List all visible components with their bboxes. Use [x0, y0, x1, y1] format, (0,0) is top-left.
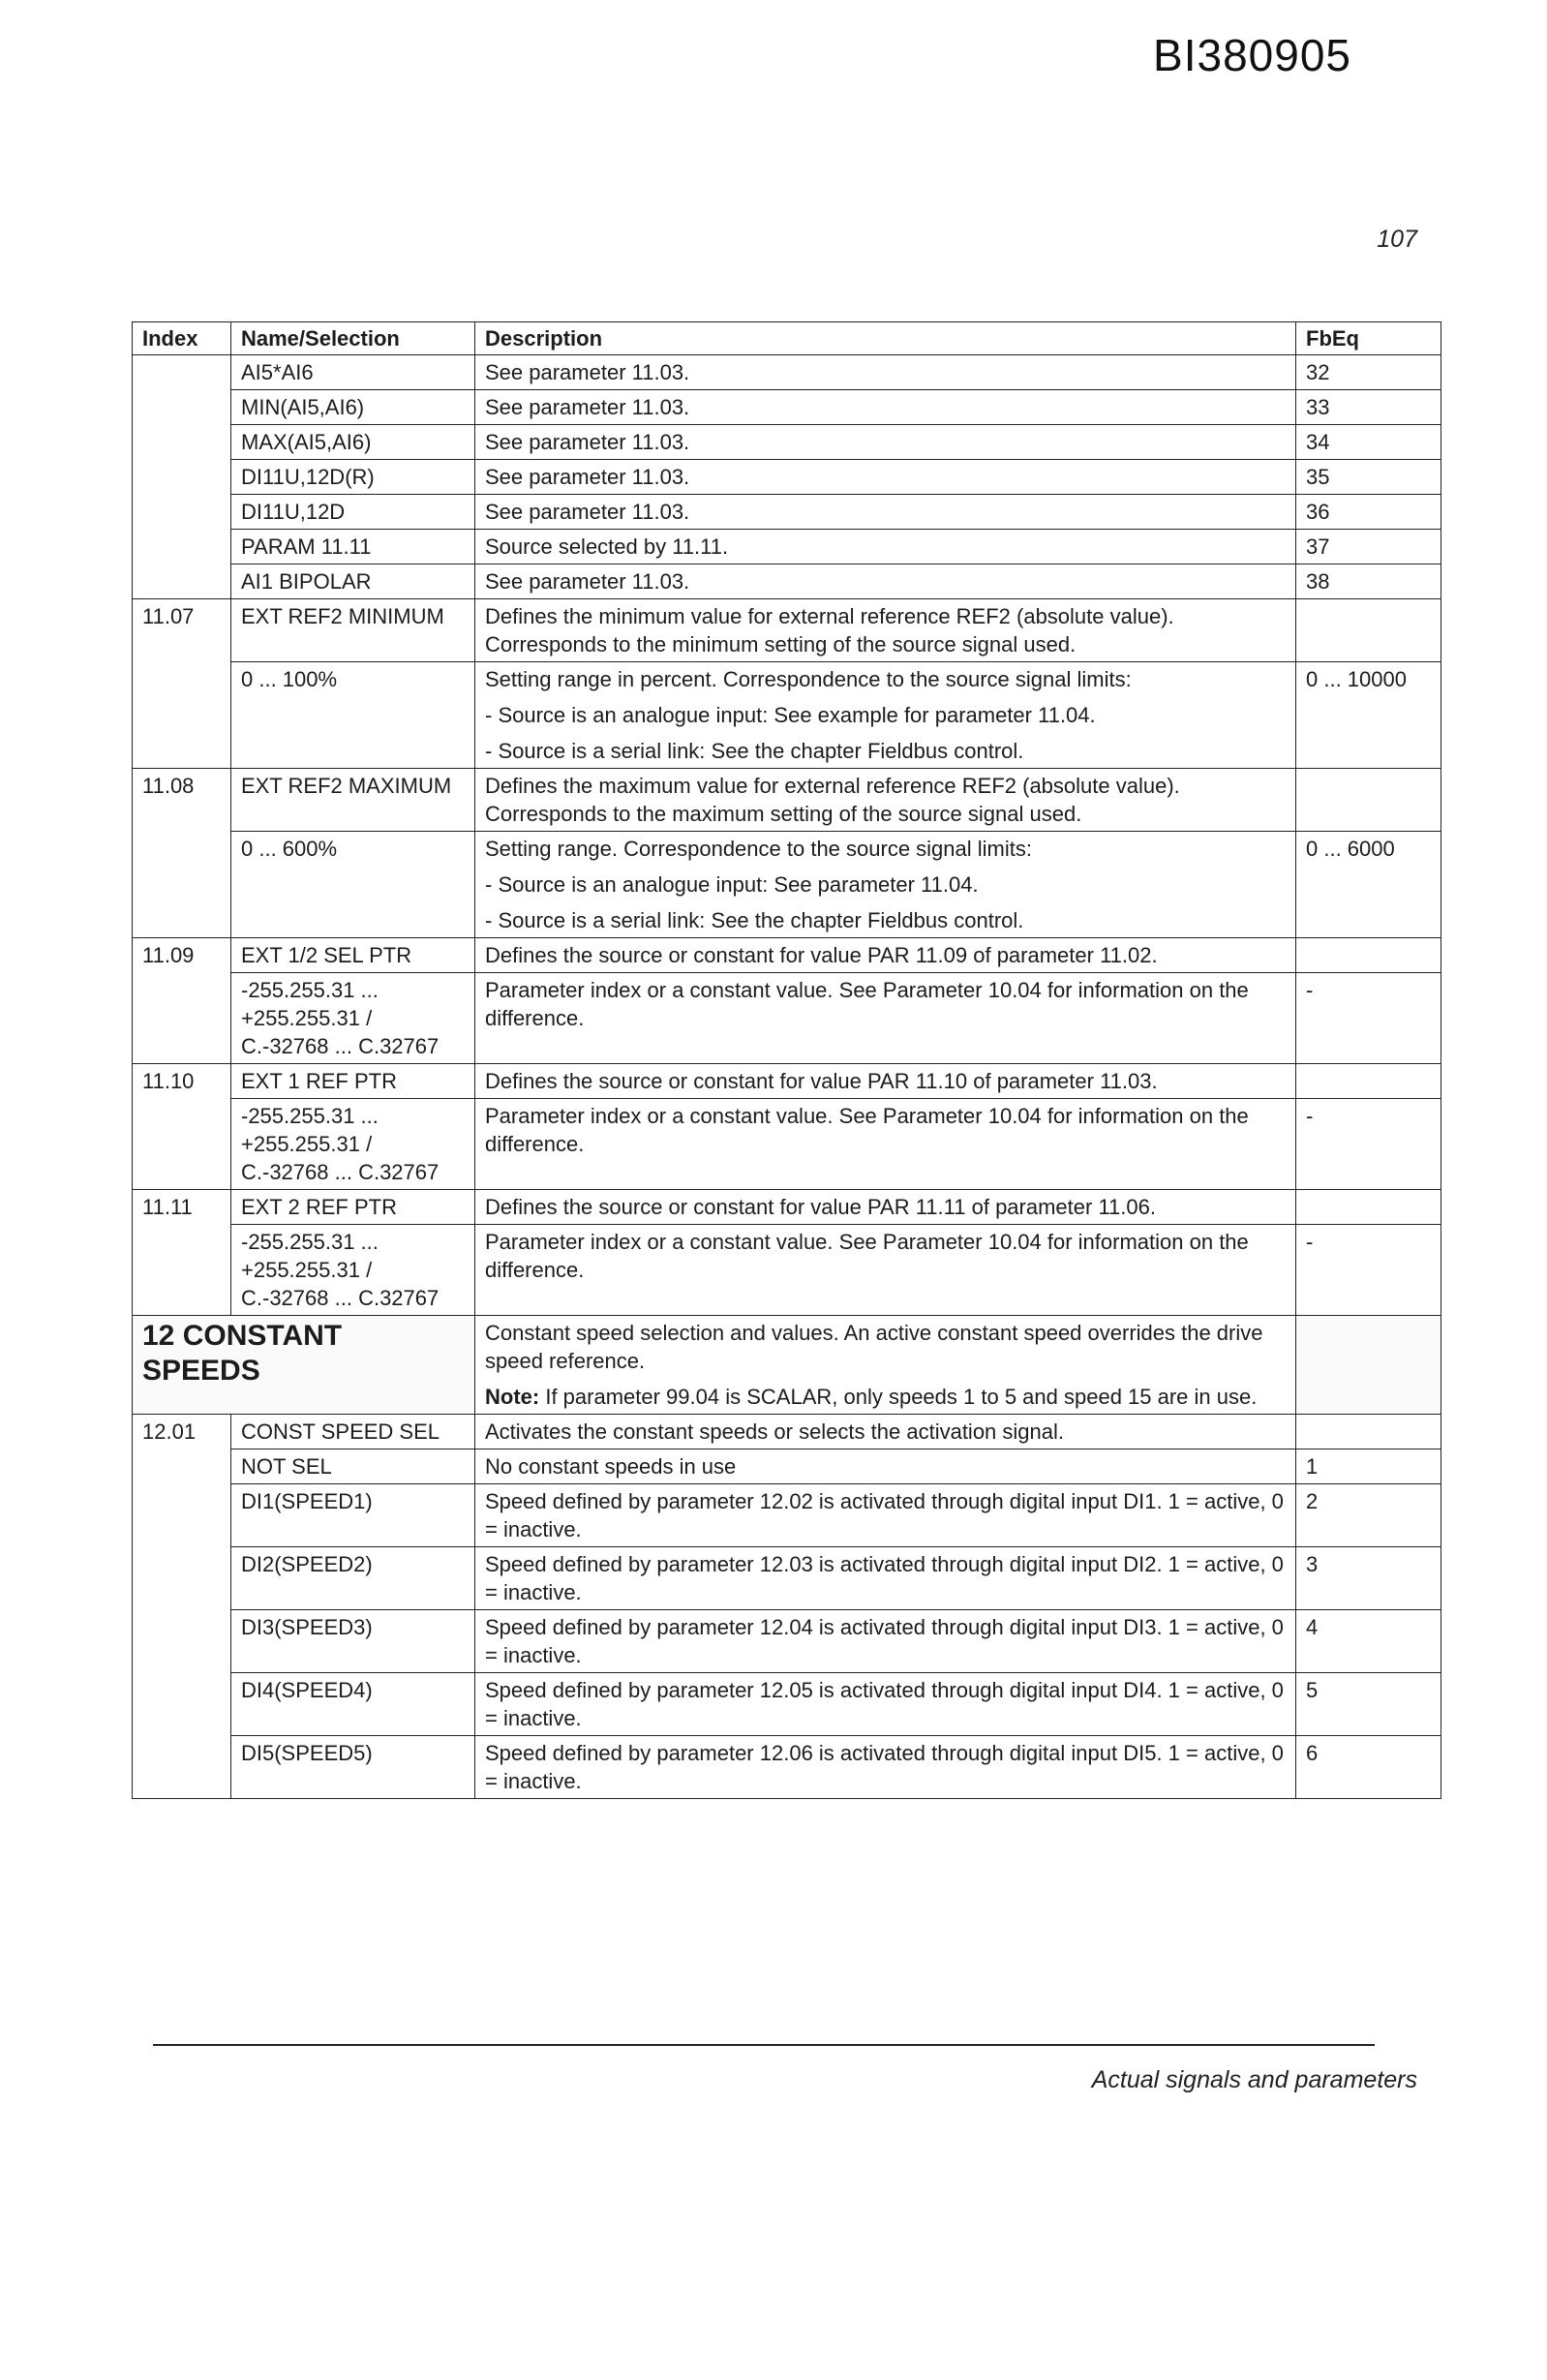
description-line: Activates the constant speeds or selects the activation signal.	[485, 1419, 1064, 1444]
index-cell	[133, 973, 231, 1064]
section-header-row	[133, 1316, 1441, 1415]
description-line: Speed defined by parameter 12.03 is activated through digital input DI2. 1 = active, 0 = inactive.	[485, 1552, 1284, 1604]
description-cell	[475, 769, 1296, 832]
name-cell: MIN(AI5,AI6)	[231, 390, 475, 425]
index-cell	[133, 530, 231, 564]
description-line: Parameter index or a constant value. See Parameter 10.04 for information on the difference.	[485, 1104, 1249, 1156]
description-line: Setting range. Correspondence to the source signal limits:	[485, 837, 1032, 861]
table-row	[133, 564, 1441, 599]
name-cell: -255.255.31 ... +255.255.31 / C.-32768 ... C.32767	[231, 1099, 475, 1190]
index-cell	[133, 425, 231, 460]
description-cell	[475, 1190, 1296, 1225]
table-row	[133, 1673, 1441, 1736]
index-cell	[133, 460, 231, 495]
name-cell: EXT REF2 MAXIMUM	[231, 769, 475, 832]
description-cell	[475, 530, 1296, 564]
table-row	[133, 769, 1441, 832]
description-cell	[475, 973, 1296, 1064]
name-cell: EXT 1/2 SEL PTR	[231, 938, 475, 973]
note-label: Note:	[485, 1385, 540, 1409]
description-cell	[475, 1415, 1296, 1449]
table-row	[133, 1547, 1441, 1610]
name-cell: DI2(SPEED2)	[231, 1547, 475, 1610]
description-cell	[475, 355, 1296, 390]
fbeq-cell: 35	[1296, 460, 1441, 495]
table-row	[133, 390, 1441, 425]
fbeq-cell: 6	[1296, 1736, 1441, 1799]
description-cell	[475, 460, 1296, 495]
fbeq-cell: 32	[1296, 355, 1441, 390]
name-cell: CONST SPEED SEL	[231, 1415, 475, 1449]
name-cell: MAX(AI5,AI6)	[231, 425, 475, 460]
index-cell: 11.09	[133, 938, 231, 973]
description-line: Speed defined by parameter 12.04 is activated through digital input DI3. 1 = active, 0 = inactive.	[485, 1615, 1284, 1667]
description-line: - Source is a serial link: See the chapter Fieldbus control.	[485, 908, 1024, 932]
fbeq-cell	[1296, 599, 1441, 662]
section-title-cell	[133, 1316, 475, 1415]
fbeq-cell: -	[1296, 973, 1441, 1064]
section-description: Constant speed selection and values. An active constant speed overrides the drive speed reference.	[485, 1321, 1263, 1373]
index-cell: 11.10	[133, 1064, 231, 1099]
description-cell	[475, 599, 1296, 662]
index-cell: 11.07	[133, 599, 231, 662]
description-line: Speed defined by parameter 12.05 is activated through digital input DI4. 1 = active, 0 = inactive.	[485, 1678, 1284, 1730]
description-cell	[475, 1099, 1296, 1190]
name-cell: 0 ... 600%	[231, 832, 475, 938]
index-cell	[133, 1449, 231, 1484]
index-cell	[133, 1673, 231, 1736]
description-cell	[475, 1225, 1296, 1316]
column-header-name: Name/Selection	[231, 322, 475, 355]
description-line: See parameter 11.03.	[485, 395, 690, 419]
page-number: 107	[1377, 226, 1417, 253]
description-line: Speed defined by parameter 12.06 is activated through digital input DI5. 1 = active, 0 = inactive.	[485, 1741, 1284, 1793]
description-line: Defines the minimum value for external reference REF2 (absolute value). Corresponds to the minimum setting of the source signal used.	[485, 604, 1174, 656]
fbeq-cell: 34	[1296, 425, 1441, 460]
name-cell: DI5(SPEED5)	[231, 1736, 475, 1799]
description-cell	[475, 1673, 1296, 1736]
fbeq-cell: 33	[1296, 390, 1441, 425]
table-row	[133, 355, 1441, 390]
description-cell	[475, 1064, 1296, 1099]
table-row	[133, 938, 1441, 973]
description-cell	[475, 938, 1296, 973]
table-row	[133, 1736, 1441, 1799]
description-cell	[475, 425, 1296, 460]
table-row	[133, 1099, 1441, 1190]
index-cell	[133, 832, 231, 938]
section-note	[485, 1383, 1286, 1411]
name-cell: NOT SEL	[231, 1449, 475, 1484]
fbeq-cell: 36	[1296, 495, 1441, 530]
table-row	[133, 1610, 1441, 1673]
name-cell: EXT 2 REF PTR	[231, 1190, 475, 1225]
name-cell: PARAM 11.11	[231, 530, 475, 564]
description-cell	[475, 832, 1296, 938]
description-line: Defines the maximum value for external reference REF2 (absolute value). Corresponds to the maximum setting of the source signal used.	[485, 774, 1180, 826]
description-line: Speed defined by parameter 12.02 is activated through digital input DI1. 1 = active, 0 = inactive.	[485, 1489, 1284, 1541]
table-row	[133, 530, 1441, 564]
name-cell: EXT 1 REF PTR	[231, 1064, 475, 1099]
table-body-group-12	[133, 1415, 1441, 1799]
description-line: See parameter 11.03.	[485, 430, 690, 454]
fbeq-cell: 3	[1296, 1547, 1441, 1610]
fbeq-cell: 0 ... 6000	[1296, 832, 1441, 938]
description-cell	[475, 1736, 1296, 1799]
fbeq-cell: 5	[1296, 1673, 1441, 1736]
description-line: Defines the source or constant for value PAR 11.10 of parameter 11.03.	[485, 1069, 1158, 1093]
index-cell	[133, 564, 231, 599]
table-row	[133, 599, 1441, 662]
description-line: See parameter 11.03.	[485, 465, 690, 489]
name-cell: DI3(SPEED3)	[231, 1610, 475, 1673]
description-line: Defines the source or constant for value PAR 11.11 of parameter 11.06.	[485, 1195, 1156, 1219]
table-body-group-11	[133, 355, 1441, 1316]
name-cell: -255.255.31 ... +255.255.31 / C.-32768 ... C.32767	[231, 1225, 475, 1316]
description-line: Setting range in percent. Correspondence to the source signal limits:	[485, 667, 1132, 691]
table-row	[133, 662, 1441, 769]
description-line: - Source is an analogue input: See example for parameter 11.04.	[485, 703, 1096, 727]
table-row	[133, 460, 1441, 495]
fbeq-cell: 4	[1296, 1610, 1441, 1673]
fbeq-cell	[1296, 1415, 1441, 1449]
description-line: Defines the source or constant for value PAR 11.09 of parameter 11.02.	[485, 943, 1158, 967]
column-header-index: Index	[133, 322, 231, 355]
description-line: Parameter index or a constant value. See Parameter 10.04 for information on the difference.	[485, 1230, 1249, 1282]
index-cell	[133, 1610, 231, 1673]
column-header-description: Description	[475, 322, 1296, 355]
table-row	[133, 425, 1441, 460]
fbeq-cell: 38	[1296, 564, 1441, 599]
description-line: Parameter index or a constant value. See Parameter 10.04 for information on the difference.	[485, 978, 1249, 1030]
index-cell	[133, 495, 231, 530]
name-cell: 0 ... 100%	[231, 662, 475, 769]
description-line: See parameter 11.03.	[485, 569, 690, 594]
column-header-fbeq: FbEq	[1296, 322, 1441, 355]
index-cell	[133, 355, 231, 390]
description-line: No constant speeds in use	[485, 1454, 737, 1479]
table-row	[133, 973, 1441, 1064]
description-line: - Source is a serial link: See the chapter Fieldbus control.	[485, 739, 1024, 763]
description-cell	[475, 390, 1296, 425]
index-cell	[133, 390, 231, 425]
name-cell: AI1 BIPOLAR	[231, 564, 475, 599]
fbeq-cell	[1296, 1064, 1441, 1099]
index-cell	[133, 1736, 231, 1799]
footer-divider	[153, 2044, 1375, 2046]
index-cell	[133, 1099, 231, 1190]
index-cell	[133, 1547, 231, 1610]
section-fbeq-cell	[1296, 1316, 1441, 1415]
fbeq-cell: 37	[1296, 530, 1441, 564]
name-cell: AI5*AI6	[231, 355, 475, 390]
document-code: BI380905	[1153, 30, 1351, 80]
description-cell	[475, 495, 1296, 530]
fbeq-cell	[1296, 938, 1441, 973]
index-cell	[133, 1484, 231, 1547]
name-cell: EXT REF2 MINIMUM	[231, 599, 475, 662]
fbeq-cell	[1296, 1190, 1441, 1225]
index-cell	[133, 1225, 231, 1316]
description-cell	[475, 1610, 1296, 1673]
footer-chapter-title: Actual signals and parameters	[1091, 2066, 1417, 2093]
name-cell: DI11U,12D	[231, 495, 475, 530]
index-cell: 11.11	[133, 1190, 231, 1225]
description-line: Source selected by 11.11.	[485, 534, 729, 559]
description-line: - Source is an analogue input: See parameter 11.04.	[485, 872, 979, 897]
name-cell: -255.255.31 ... +255.255.31 / C.-32768 ... C.32767	[231, 973, 475, 1064]
section-title: 12 CONSTANT SPEEDS	[142, 1320, 343, 1387]
name-cell: DI11U,12D(R)	[231, 460, 475, 495]
index-cell: 12.01	[133, 1415, 231, 1449]
table-row	[133, 832, 1441, 938]
section-description-cell	[475, 1316, 1296, 1415]
index-cell	[133, 662, 231, 769]
table-row	[133, 1064, 1441, 1099]
index-cell: 11.08	[133, 769, 231, 832]
description-cell	[475, 1547, 1296, 1610]
description-line: See parameter 11.03.	[485, 360, 690, 384]
table-row	[133, 1449, 1441, 1484]
fbeq-cell	[1296, 769, 1441, 832]
table-header-row	[133, 322, 1441, 355]
description-cell	[475, 1484, 1296, 1547]
table-row	[133, 1415, 1441, 1449]
section-group-12	[133, 1316, 1441, 1415]
table-row	[133, 1484, 1441, 1547]
fbeq-cell: -	[1296, 1099, 1441, 1190]
description-cell	[475, 564, 1296, 599]
fbeq-cell: 2	[1296, 1484, 1441, 1547]
table-row	[133, 495, 1441, 530]
description-cell	[475, 1449, 1296, 1484]
description-line: See parameter 11.03.	[485, 500, 690, 524]
fbeq-cell: 1	[1296, 1449, 1441, 1484]
note-text: If parameter 99.04 is SCALAR, only speeds 1 to 5 and speed 15 are in use.	[545, 1385, 1258, 1409]
name-cell: DI4(SPEED4)	[231, 1673, 475, 1736]
table-row	[133, 1225, 1441, 1316]
name-cell: DI1(SPEED1)	[231, 1484, 475, 1547]
fbeq-cell: 0 ... 10000	[1296, 662, 1441, 769]
parameter-table	[132, 321, 1441, 1799]
fbeq-cell: -	[1296, 1225, 1441, 1316]
description-cell	[475, 662, 1296, 769]
table-row	[133, 1190, 1441, 1225]
